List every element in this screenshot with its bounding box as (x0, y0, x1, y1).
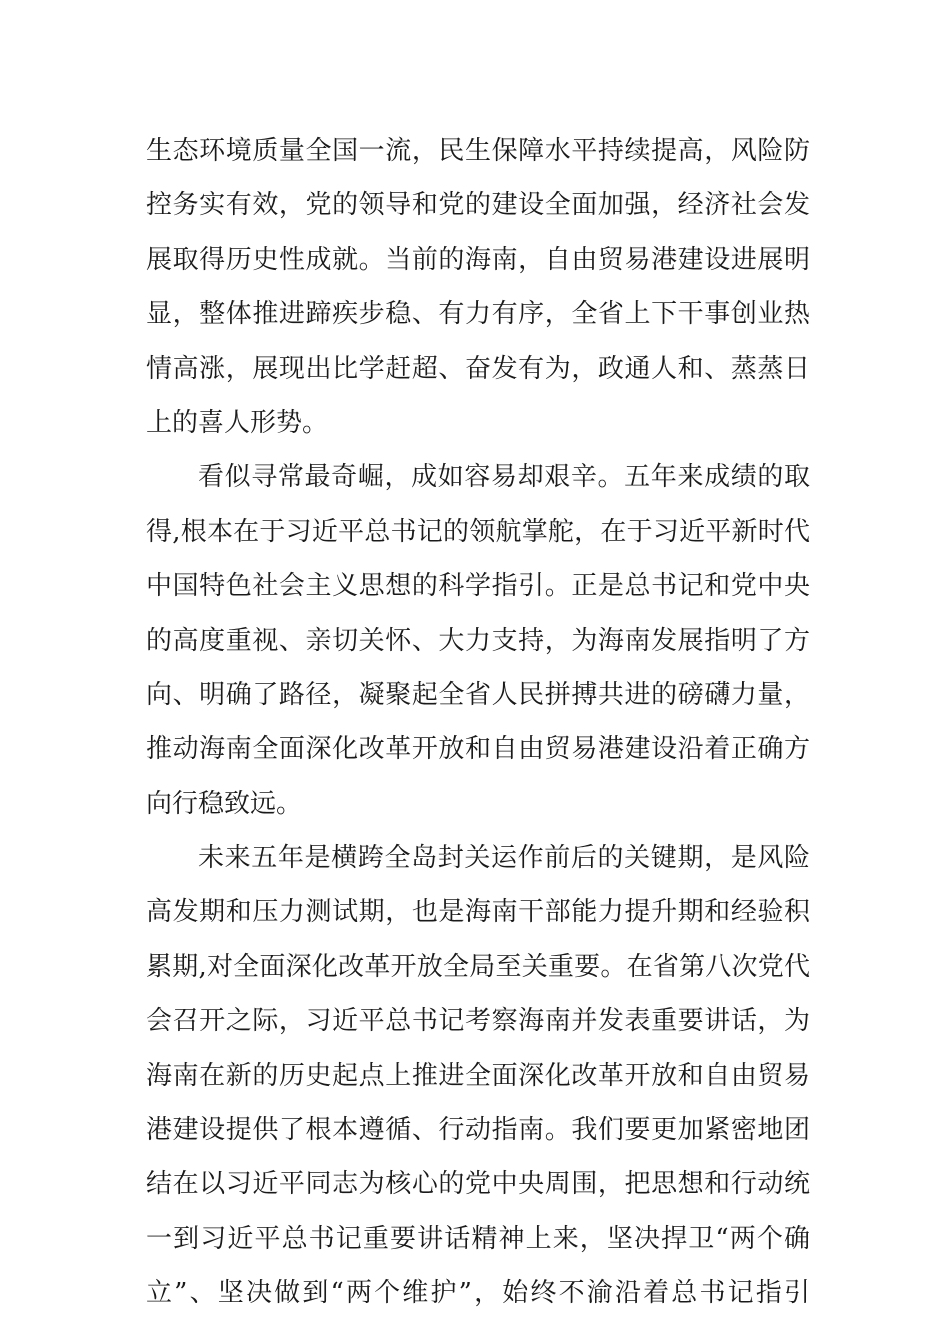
text-line: 结在以习近平同志为核心的党中央周围，把思想和行动统 (146, 1169, 810, 1200)
text-line: 控务实有效，党的领导和党的建设全面加强，经济社会发 (146, 190, 810, 221)
text-line: 未来五年是横跨全岛封关运作前后的关键期，是风险 (198, 843, 810, 874)
text-line: 显，整体推进蹄疾步稳、有力有序，全省上下干事创业热 (146, 299, 810, 330)
text-line: 推动海南全面深化改革开放和自由贸易港建设沿着正确方 (146, 734, 810, 765)
text-line: 展取得历史性成就。当前的海南，自由贸易港建设进展明 (146, 244, 810, 275)
text-line: 立”、坚决做到“两个维护”，始终不渝沿着总书记指引 (146, 1278, 810, 1309)
text-line: 向、明确了路径，凝聚起全省人民拼搏共进的磅礴力量， (146, 679, 810, 710)
text-line: 累期,对全面深化改革开放全局至关重要。在省第八次党代 (146, 951, 810, 982)
text-line: 港建设提供了根本遵循、行动指南。我们要更加紧密地团 (146, 1115, 810, 1146)
paragraph-2 (146, 450, 810, 831)
text-line: 高发期和压力测试期，也是海南干部能力提升期和经验积 (146, 897, 810, 928)
text-line: 会召开之际，习近平总书记考察海南并发表重要讲话，为 (146, 1006, 810, 1037)
text-line: 中国特色社会主义思想的科学指引。正是总书记和党中央 (146, 571, 810, 602)
paragraph-1 (146, 124, 810, 450)
text-line: 向行稳致远。 (146, 788, 303, 819)
text-line: 看似寻常最奇崛，成如容易却艰辛。五年来成绩的取 (198, 462, 810, 493)
text-line: 的高度重视、亲切关怀、大力支持，为海南发展指明了方 (146, 625, 810, 656)
text-line: 生态环境质量全国一流，民生保障水平持续提高，风险防 (146, 136, 810, 166)
text-line: 一到习近平总书记重要讲话精神上来，坚决捍卫“两个确 (146, 1223, 810, 1254)
document-body (146, 124, 810, 1321)
text-line: 情高涨，展现出比学赶超、奋发有为，政通人和、蒸蒸日 (146, 353, 810, 384)
text-line: 得,根本在于习近平总书记的领航掌舵，在于习近平新时代 (146, 516, 810, 547)
text-line: 海南在新的历史起点上推进全面深化改革开放和自由贸易 (146, 1060, 810, 1091)
text-line: 上的喜人形势。 (146, 407, 329, 438)
paragraph-3 (146, 831, 810, 1321)
